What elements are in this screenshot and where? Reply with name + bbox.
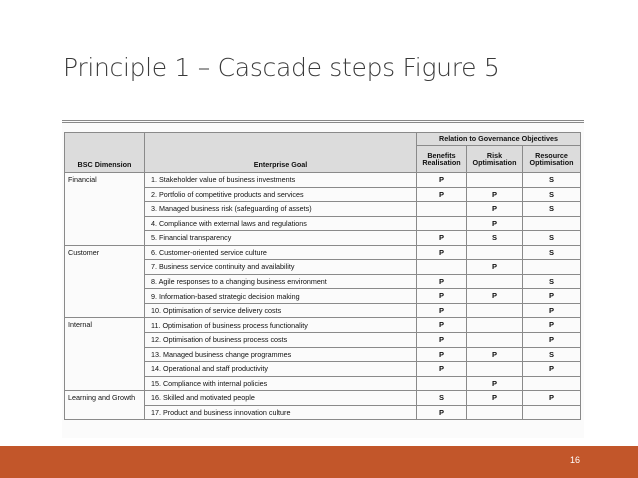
cell-risk [467, 245, 523, 260]
table-row [65, 245, 581, 260]
cell-resource: P [523, 333, 581, 348]
cell-risk: P [467, 216, 523, 231]
cell-bsc-dimension: Learning and Growth [65, 391, 145, 420]
cell-risk [467, 173, 523, 188]
cell-risk: P [467, 202, 523, 217]
header-risk-label: Risk Optimisation [472, 150, 517, 167]
cell-resource: P [523, 289, 581, 304]
cell-risk [467, 405, 523, 420]
cell-enterprise-goal: 8. Agile responses to a changing business environment [145, 274, 417, 289]
cell-enterprise-goal: 2. Portfolio of competitive products and services [145, 187, 417, 202]
table-row [65, 173, 581, 188]
cell-resource [523, 260, 581, 275]
cell-benefits: P [417, 347, 467, 362]
cell-benefits [417, 260, 467, 275]
cell-enterprise-goal: 9. Information-based strategic decision making [145, 289, 417, 304]
cell-risk: P [467, 347, 523, 362]
cell-risk [467, 362, 523, 377]
cell-benefits: P [417, 318, 467, 333]
header-relation-group: Relation to Governance Objectives [417, 133, 581, 146]
cell-enterprise-goal: 16. Skilled and motivated people [145, 391, 417, 406]
header-resource-label: Resource Optimisation [529, 150, 574, 167]
cell-benefits: P [417, 274, 467, 289]
cell-bsc-dimension: Internal [65, 318, 145, 391]
cell-resource: S [523, 347, 581, 362]
cell-risk: P [467, 260, 523, 275]
footer-bar [0, 446, 638, 478]
cell-enterprise-goal: 7. Business service continuity and availability [145, 260, 417, 275]
cell-benefits: P [417, 187, 467, 202]
cell-benefits: P [417, 362, 467, 377]
cell-resource: S [523, 245, 581, 260]
cell-benefits: P [417, 245, 467, 260]
cell-resource [523, 405, 581, 420]
cell-resource [523, 376, 581, 391]
cell-risk [467, 318, 523, 333]
cell-benefits [417, 216, 467, 231]
cell-benefits: P [417, 405, 467, 420]
cell-risk [467, 333, 523, 348]
table-row [65, 391, 581, 406]
cell-resource: S [523, 173, 581, 188]
governance-figure [62, 120, 584, 438]
cell-resource: S [523, 187, 581, 202]
cell-enterprise-goal: 10. Optimisation of service delivery costs [145, 303, 417, 318]
cell-enterprise-goal: 17. Product and business innovation culture [145, 405, 417, 420]
cell-risk [467, 303, 523, 318]
cell-resource: S [523, 231, 581, 246]
cell-enterprise-goal: 6. Customer-oriented service culture [145, 245, 417, 260]
cell-resource: P [523, 303, 581, 318]
cell-enterprise-goal: 5. Financial transparency [145, 231, 417, 246]
cell-risk: P [467, 376, 523, 391]
header-resource-optimisation [523, 146, 581, 173]
cell-resource: P [523, 391, 581, 406]
table-row [65, 318, 581, 333]
cell-resource: P [523, 362, 581, 377]
cell-enterprise-goal: 3. Managed business risk (safeguarding of assets) [145, 202, 417, 217]
governance-objectives-table [64, 132, 581, 420]
cell-resource: P [523, 318, 581, 333]
header-risk-optimisation [467, 146, 523, 173]
header-benefits-realisation [417, 146, 467, 173]
cell-bsc-dimension: Customer [65, 245, 145, 318]
cell-benefits: P [417, 173, 467, 188]
cell-resource: S [523, 202, 581, 217]
cell-risk: P [467, 187, 523, 202]
cell-resource [523, 216, 581, 231]
cell-benefits [417, 376, 467, 391]
cell-risk: P [467, 391, 523, 406]
cell-bsc-dimension: Financial [65, 173, 145, 246]
cell-enterprise-goal: 11. Optimisation of business process functionality [145, 318, 417, 333]
slide-number: 16 [569, 455, 580, 465]
cell-enterprise-goal: 15. Compliance with internal policies [145, 376, 417, 391]
cell-benefits: P [417, 231, 467, 246]
cell-enterprise-goal: 1. Stakeholder value of business investments [145, 173, 417, 188]
slide-title: Principle 1 – Cascade steps Figure 5 [63, 53, 500, 82]
cell-enterprise-goal: 12. Optimisation of business process costs [145, 333, 417, 348]
cell-enterprise-goal: 4. Compliance with external laws and regulations [145, 216, 417, 231]
header-enterprise-goal: Enterprise Goal [145, 133, 417, 173]
cell-benefits [417, 202, 467, 217]
header-benefits-label: Benefits Realisation [422, 150, 461, 167]
cell-benefits: P [417, 303, 467, 318]
header-bsc-dimension: BSC Dimension [65, 133, 145, 173]
cell-enterprise-goal: 13. Managed business change programmes [145, 347, 417, 362]
cell-benefits: P [417, 333, 467, 348]
cell-risk [467, 274, 523, 289]
cell-benefits: P [417, 289, 467, 304]
cell-enterprise-goal: 14. Operational and staff productivity [145, 362, 417, 377]
cell-risk: P [467, 289, 523, 304]
table-body [65, 173, 581, 420]
cell-resource: S [523, 274, 581, 289]
cell-benefits: S [417, 391, 467, 406]
cell-risk: S [467, 231, 523, 246]
figure-top-rule [62, 120, 584, 123]
